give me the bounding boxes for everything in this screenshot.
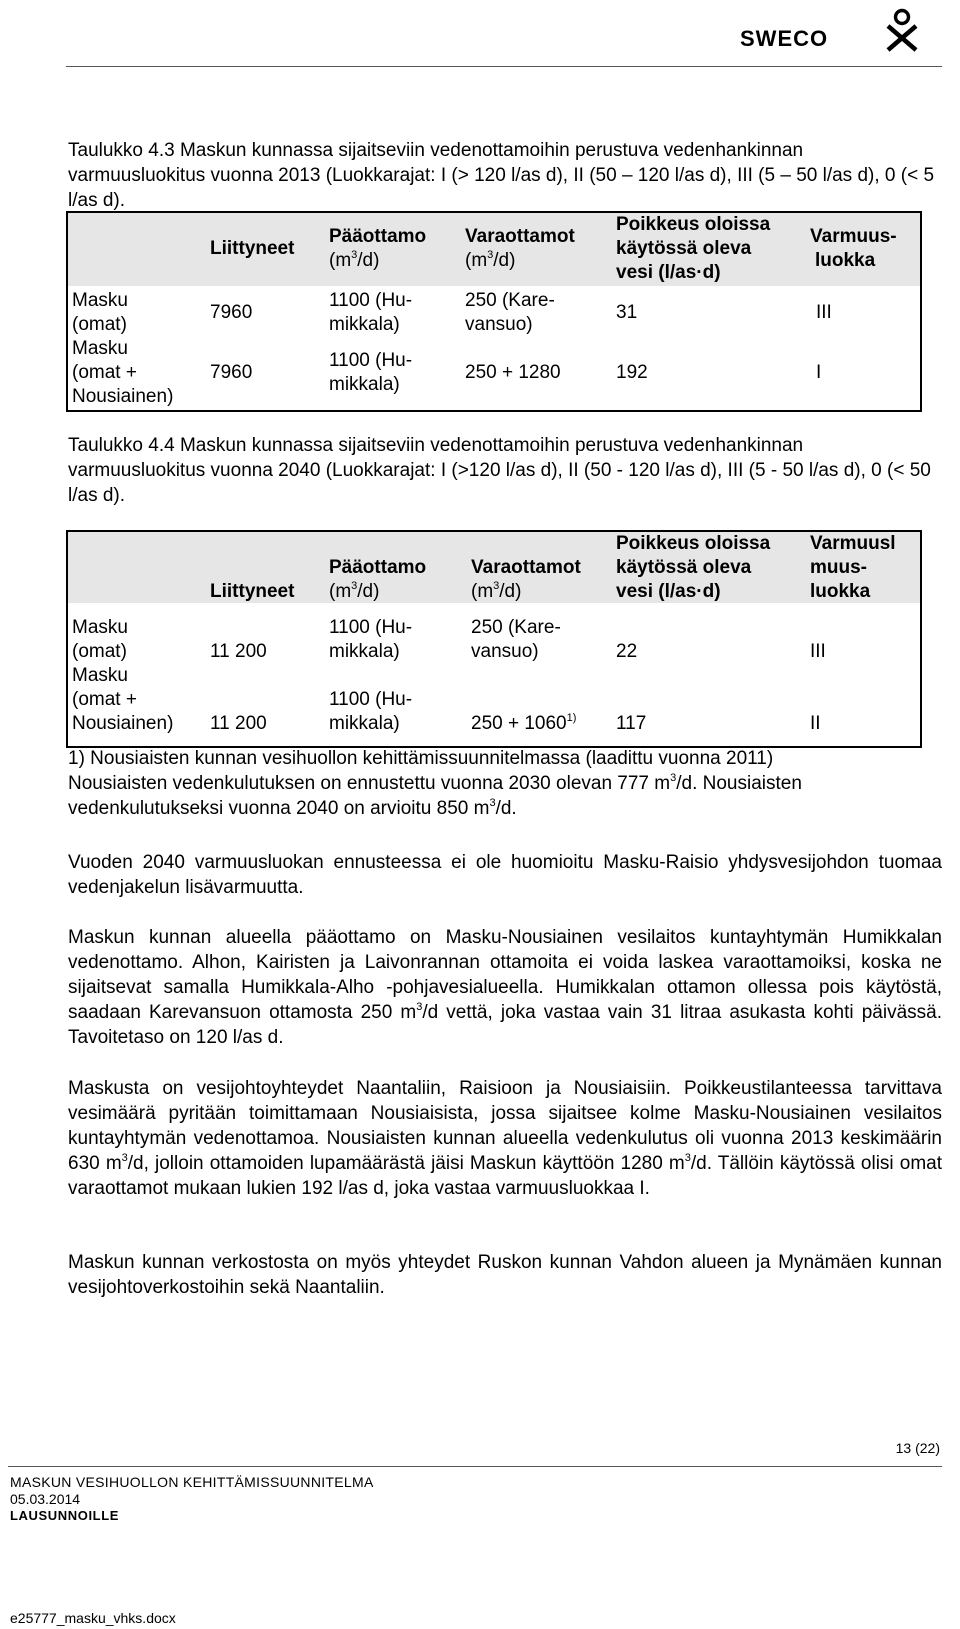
t2-row2-varaottamot: $250 + 1060^{1)}$ xyxy=(471,712,577,734)
footnote-marker: 1) xyxy=(566,712,577,724)
t2-row2-poikkeus: 117 xyxy=(616,713,647,734)
t1-header-paaottamo: Pääottamo $(m^3/d)$ xyxy=(329,226,427,271)
footer-filename: e25777_masku_vhks.docx xyxy=(10,1610,176,1626)
t2-header-paaottamo: Pääottamo $(m^3/d)$ xyxy=(329,557,427,602)
t2-row1-poikkeus: 22 xyxy=(616,641,638,662)
header-rule xyxy=(66,66,942,67)
t2-header-varmuusluokka: Varmuusl muus- luokka xyxy=(810,533,896,602)
table1-caption: Taulukko 4.3 Maskun kunnassa sijaitseviin vedenottamoihin perustuva vedenhankinnan varmuusluokitus vuonna 2013 (Luokkarajat: I (> 120 l/as d), II (50 – 120 l/as d), III (5 – 50 l/as d), 0 (< 5 l/as d). xyxy=(68,140,935,211)
t2-row1-luokka: III xyxy=(810,641,826,662)
t1-row1-liittyneet: 7960 xyxy=(210,302,253,323)
t1-header-poikkeus: Poikkeus oloissa käytössä oleva vesi (l/as·d) xyxy=(616,214,771,283)
t2-row2-name: Masku (omat + Nousiainen) xyxy=(72,665,174,734)
paragraph-4: Maskun kunnan verkostosta on myös yhteydet Ruskon kunnan Vahdon alueen ja Mynämäen kunnan vesijohtoverkostoihin sekä Naantaliin. xyxy=(68,1252,942,1298)
t2-header-varaottamot: Varaottamot $(m^3/d)$ xyxy=(471,557,581,602)
t2-row1-name: Masku (omat) xyxy=(72,617,128,662)
t1-header-varaottamot: Varaottamot $(m^3/d)$ xyxy=(465,226,575,271)
t1-row2-liittyneet: 7960 xyxy=(210,362,253,383)
t1-row1-name: Masku (omat) xyxy=(72,290,128,335)
t1-row2-name: Masku (omat + Nousiainen) xyxy=(72,338,174,407)
paragraph-3: Maskusta on vesijohtoyhteydet Naantaliin, Raisioon ja Nousiaisiin. Poikkeustilanteessa tarvittava vesimäärä pyritään toimittamaan Nousiaisista, jossa sijaitsee kolme Masku-Nousiainen vesilaitos kuntayhtymän vedenottamoa. Nousiaisten kunnan alueella vedenkulutus oli vuonna 2013 keskimäärin 630 $m^3/d$, jolloin ottamoiden lupamäärästä jäisi Maskun käyttöön 1280 $m^3/d$. Tällöin käytössä olisi omat varaottamot mukaan lukien 192 l/as d, joka vastaa varmuusluokkaa I. xyxy=(68,1078,943,1199)
t1-row2-varaottamot: 250 + 1280 xyxy=(465,362,561,383)
t2-row2-paaottamo: 1100 (Hu- mikkala) xyxy=(329,689,413,734)
t1-header-varmuusluokka: Varmuus- luokka xyxy=(810,226,897,271)
footer-document-title: MASKUN VESIHUOLLON KEHITTÄMISSUUNNITELMA xyxy=(10,1474,374,1490)
t1-header-liittyneet: Liittyneet xyxy=(210,238,295,259)
table2 xyxy=(66,530,922,748)
t1-row2-paaottamo: 1100 (Hu- mikkala) xyxy=(329,350,413,395)
t2-header-poikkeus: Poikkeus oloissa käytössä oleva vesi (l/as·d) xyxy=(616,533,771,602)
t1-row1-luokka: III xyxy=(816,302,832,323)
t2-row1-liittyneet: 11 200 xyxy=(210,641,267,662)
table2-footnote: 1) Nousiaisten kunnan vesihuollon kehittämissuunnitelmassa (laadittu vuonna 2011) Nousiaisten vedenkulutuksen on ennustettu vuonna 2030 olevan 777 $m^3/d$. Nousiaisten vedenkulutukseksi vuonna 2040 on arvioitu 850 $m^3/d$. xyxy=(68,748,802,819)
t1-row1-paaottamo: 1100 (Hu- mikkala) xyxy=(329,290,413,335)
t2-row2-luokka: II xyxy=(810,713,821,734)
sweco-mark-icon xyxy=(884,8,920,52)
t1-row2-luokka: I xyxy=(816,362,822,383)
logo-text: SWECO xyxy=(740,26,829,51)
footer-date: 05.03.2014 xyxy=(10,1491,81,1507)
paragraph-2: Maskun kunnan alueella pääottamo on Masku-Nousiainen vesilaitos kuntayhtymän Humikkalan vedenottamo. Alhon, Kairisten ja Laivonrannan ottamoita ei voida laskea varaottamoiksi, koska ne sijaitsevat samalla Humikkala-Alho -pohjavesialueella. Humikkalan ottamon ollessa pois käytöstä, saadaan Karevansuon ottamosta 250 $m^3/d$ vettä, joka vastaa vain 31 litraa asukasta kohti päivässä. Tavoitetaso on 120 l/as d. xyxy=(68,927,942,1048)
t1-row1-poikkeus: 31 xyxy=(616,302,638,323)
table1 xyxy=(66,211,922,412)
footer-status: LAUSUNNOILLE xyxy=(10,1508,120,1523)
t2-row1-varaottamot: 250 (Kare- vansuo) xyxy=(471,617,561,662)
sweco-logo xyxy=(740,8,920,54)
t2-header-liittyneet: Liittyneet xyxy=(210,581,295,602)
footer-rule xyxy=(8,1466,942,1467)
table2-caption: Taulukko 4.4 Maskun kunnassa sijaitseviin vedenottamoihin perustuva vedenhankinnan varmuusluokitus vuonna 2040 (Luokkarajat: I (>120 l/as d), II (50 - 120 l/as d), III (5 - 50 l/as d), 0 (< 50 l/as d). xyxy=(68,435,931,506)
paragraph-1: Vuoden 2040 varmuusluokan ennusteessa ei ole huomioitu Masku-Raisio yhdysvesijohdon tuomaa vedenjakelun lisävarmuutta. xyxy=(68,852,942,898)
t1-row2-poikkeus: 192 xyxy=(616,362,648,383)
t1-row1-varaottamot: 250 (Kare- vansuo) xyxy=(465,290,555,335)
t2-row2-liittyneet: 11 200 xyxy=(210,713,267,734)
page-number: 13 (22) xyxy=(895,1440,940,1456)
t2-row1-paaottamo: 1100 (Hu- mikkala) xyxy=(329,617,413,662)
